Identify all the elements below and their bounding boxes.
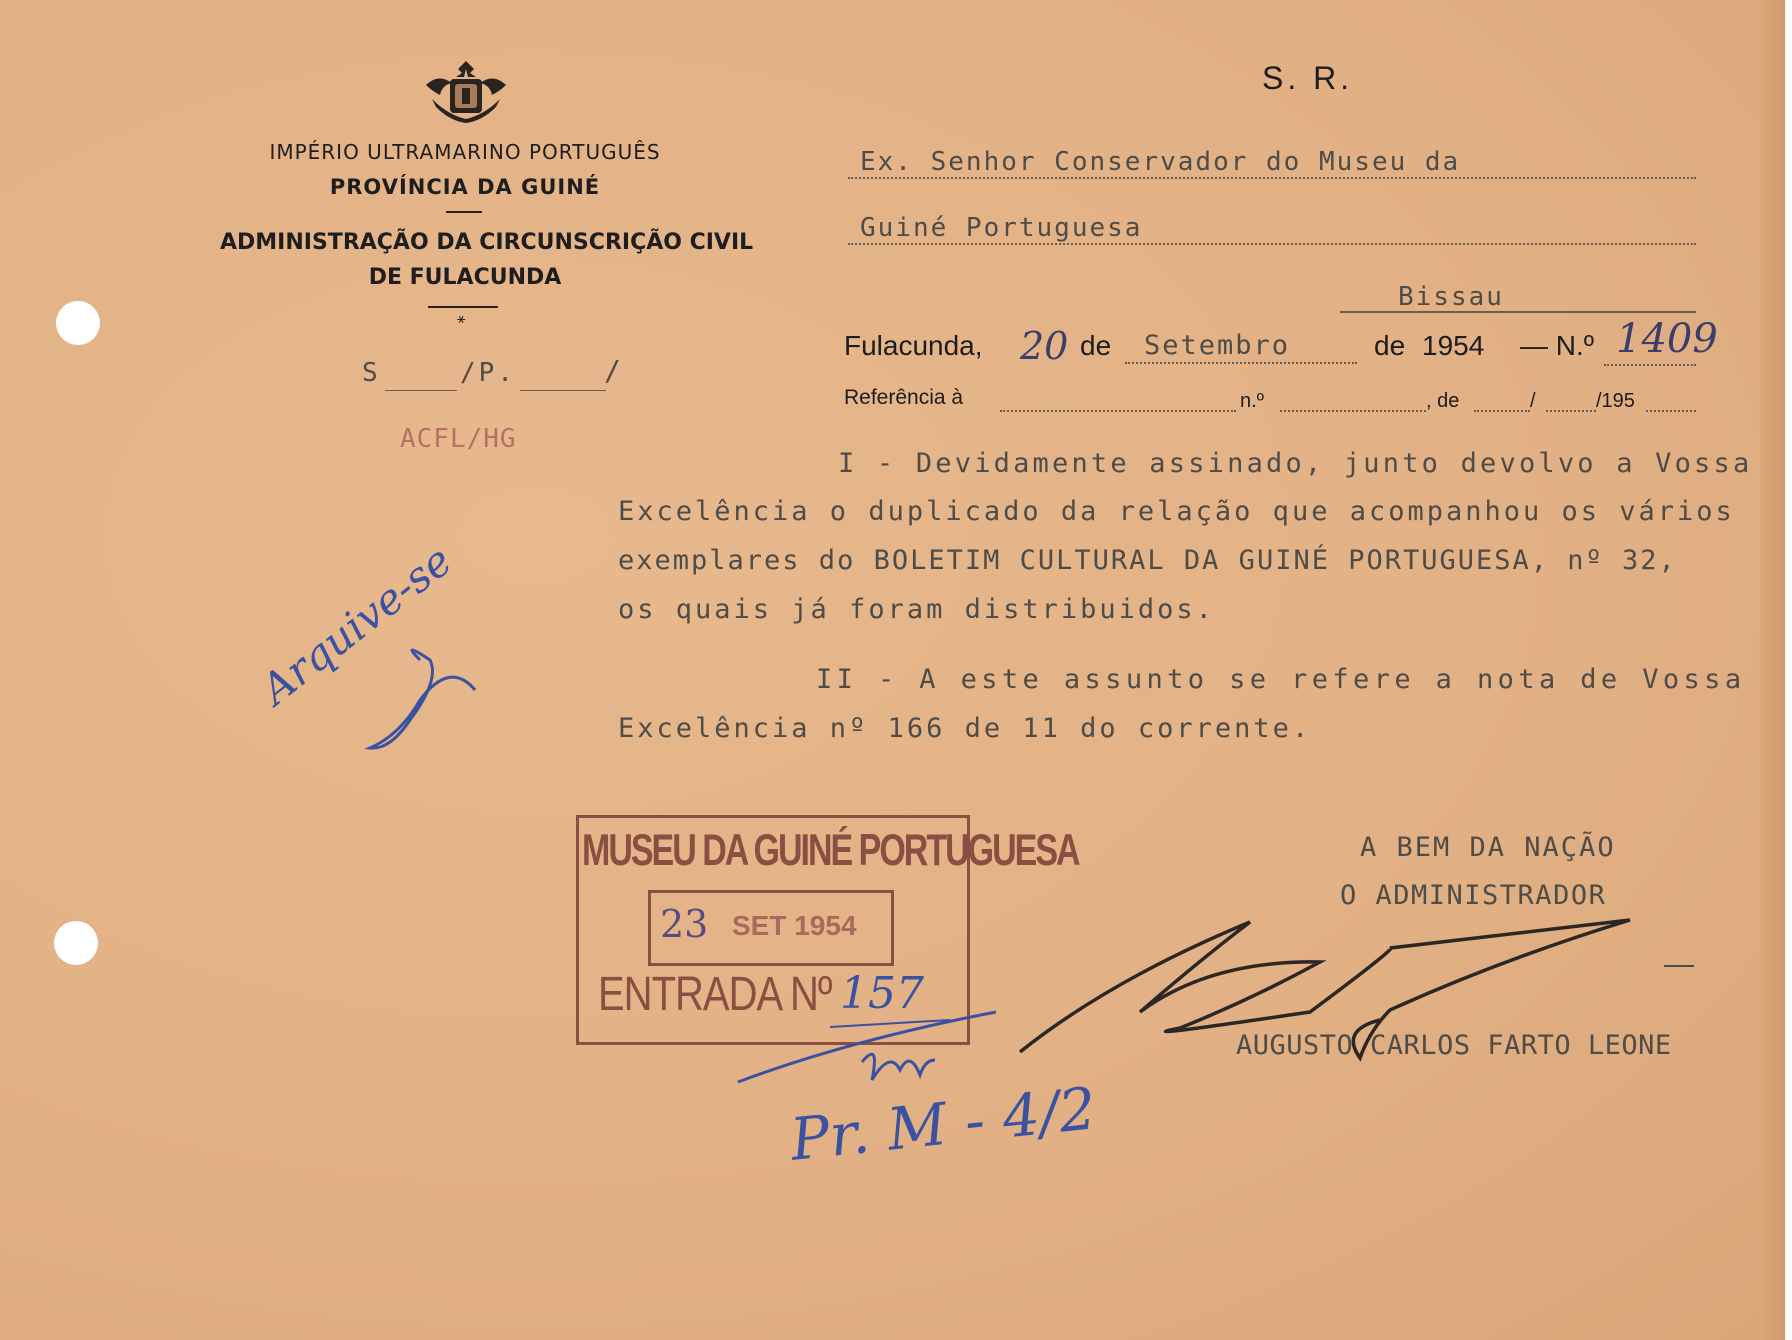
margin-initials-icon <box>370 650 475 748</box>
closing-line-2: O ADMINISTRADOR <box>1340 880 1607 911</box>
date-day: 20 <box>1020 324 1069 368</box>
date-de-2: de <box>1374 330 1406 361</box>
addressee-city: Bissau <box>1398 282 1504 312</box>
bottom-annotation: Pr. M - 4/2 <box>787 1074 1100 1174</box>
reference-year: /195 <box>1596 390 1635 412</box>
ref-p: /P. <box>460 358 516 388</box>
ref-code: ACFL/HG <box>400 424 517 454</box>
stamp-entry-number: 157 <box>840 968 924 1019</box>
place-label: Fulacunda, <box>844 330 983 361</box>
reference-slash: / <box>1530 390 1536 412</box>
ornament-icon: ⚹ <box>457 310 466 326</box>
letterhead-administration: ADMINISTRAÇÃO DA CIRCUNSCRIÇÃO CIVIL <box>220 230 754 255</box>
addressee-line-1: Ex. Senhor Conservador do Museu da <box>860 147 1461 177</box>
stamp-strike-line <box>738 1012 996 1082</box>
body-p1-line-4: os quais já foram distribuidos. <box>618 594 1215 625</box>
reference-de: , de <box>1426 390 1460 412</box>
closing-line-1: A BEM DA NAÇÃO <box>1360 832 1616 863</box>
letterhead-empire: IMPÉRIO ULTRAMARINO PORTUGUÊS <box>269 140 661 164</box>
reference-no: n.º <box>1240 390 1264 412</box>
date-month: Setembro <box>1144 330 1291 361</box>
addressee-line-2: Guiné Portuguesa <box>860 213 1143 243</box>
document-number: 1409 <box>1616 316 1718 362</box>
body-p2-line-1: II - A este assunto se refere a nota de Vossa <box>816 664 1746 695</box>
date-year: 1954 <box>1422 330 1485 361</box>
reference-label: Referência à <box>844 386 964 409</box>
stamp-date-day: 23 <box>660 902 709 946</box>
date-de-1: de <box>1080 330 1112 361</box>
stamp-date-rest: SET 1954 <box>732 910 857 941</box>
body-p2-line-2: Excelência nº 166 de 11 do corrente. <box>618 713 1312 744</box>
letterhead-province: PROVÍNCIA DA GUINÉ <box>329 175 601 199</box>
margin-annotation: Arquive-se <box>251 535 461 714</box>
stamp-initials-icon <box>862 1054 935 1080</box>
ref-s: S <box>362 358 381 388</box>
body-p1-line-1: I - Devidamente assinado, junto devolvo a Vossa <box>838 448 1753 479</box>
sr-label: S. R. <box>1262 60 1354 96</box>
administrator-name: AUGUSTO CARLOS FARTO LEONE <box>1236 1030 1672 1061</box>
letterhead-fulacunda: DE FULACUNDA <box>368 265 562 290</box>
body-p1-line-3: exemplares do BOLETIM CULTURAL DA GUINÉ PORTUGUESA, nº 32, <box>618 545 1677 576</box>
stamp-entry-label: ENTRADA Nº <box>598 968 832 1021</box>
body-p1-line-2: Excelência o duplicado da relação que acompanhou os vários <box>618 496 1735 527</box>
signature-icon <box>1020 920 1630 1058</box>
stamp-title: MUSEU DA GUINÉ PORTUGUESA <box>582 826 1079 876</box>
number-label: — N.º <box>1520 330 1595 361</box>
ref-slash: / <box>604 354 624 387</box>
